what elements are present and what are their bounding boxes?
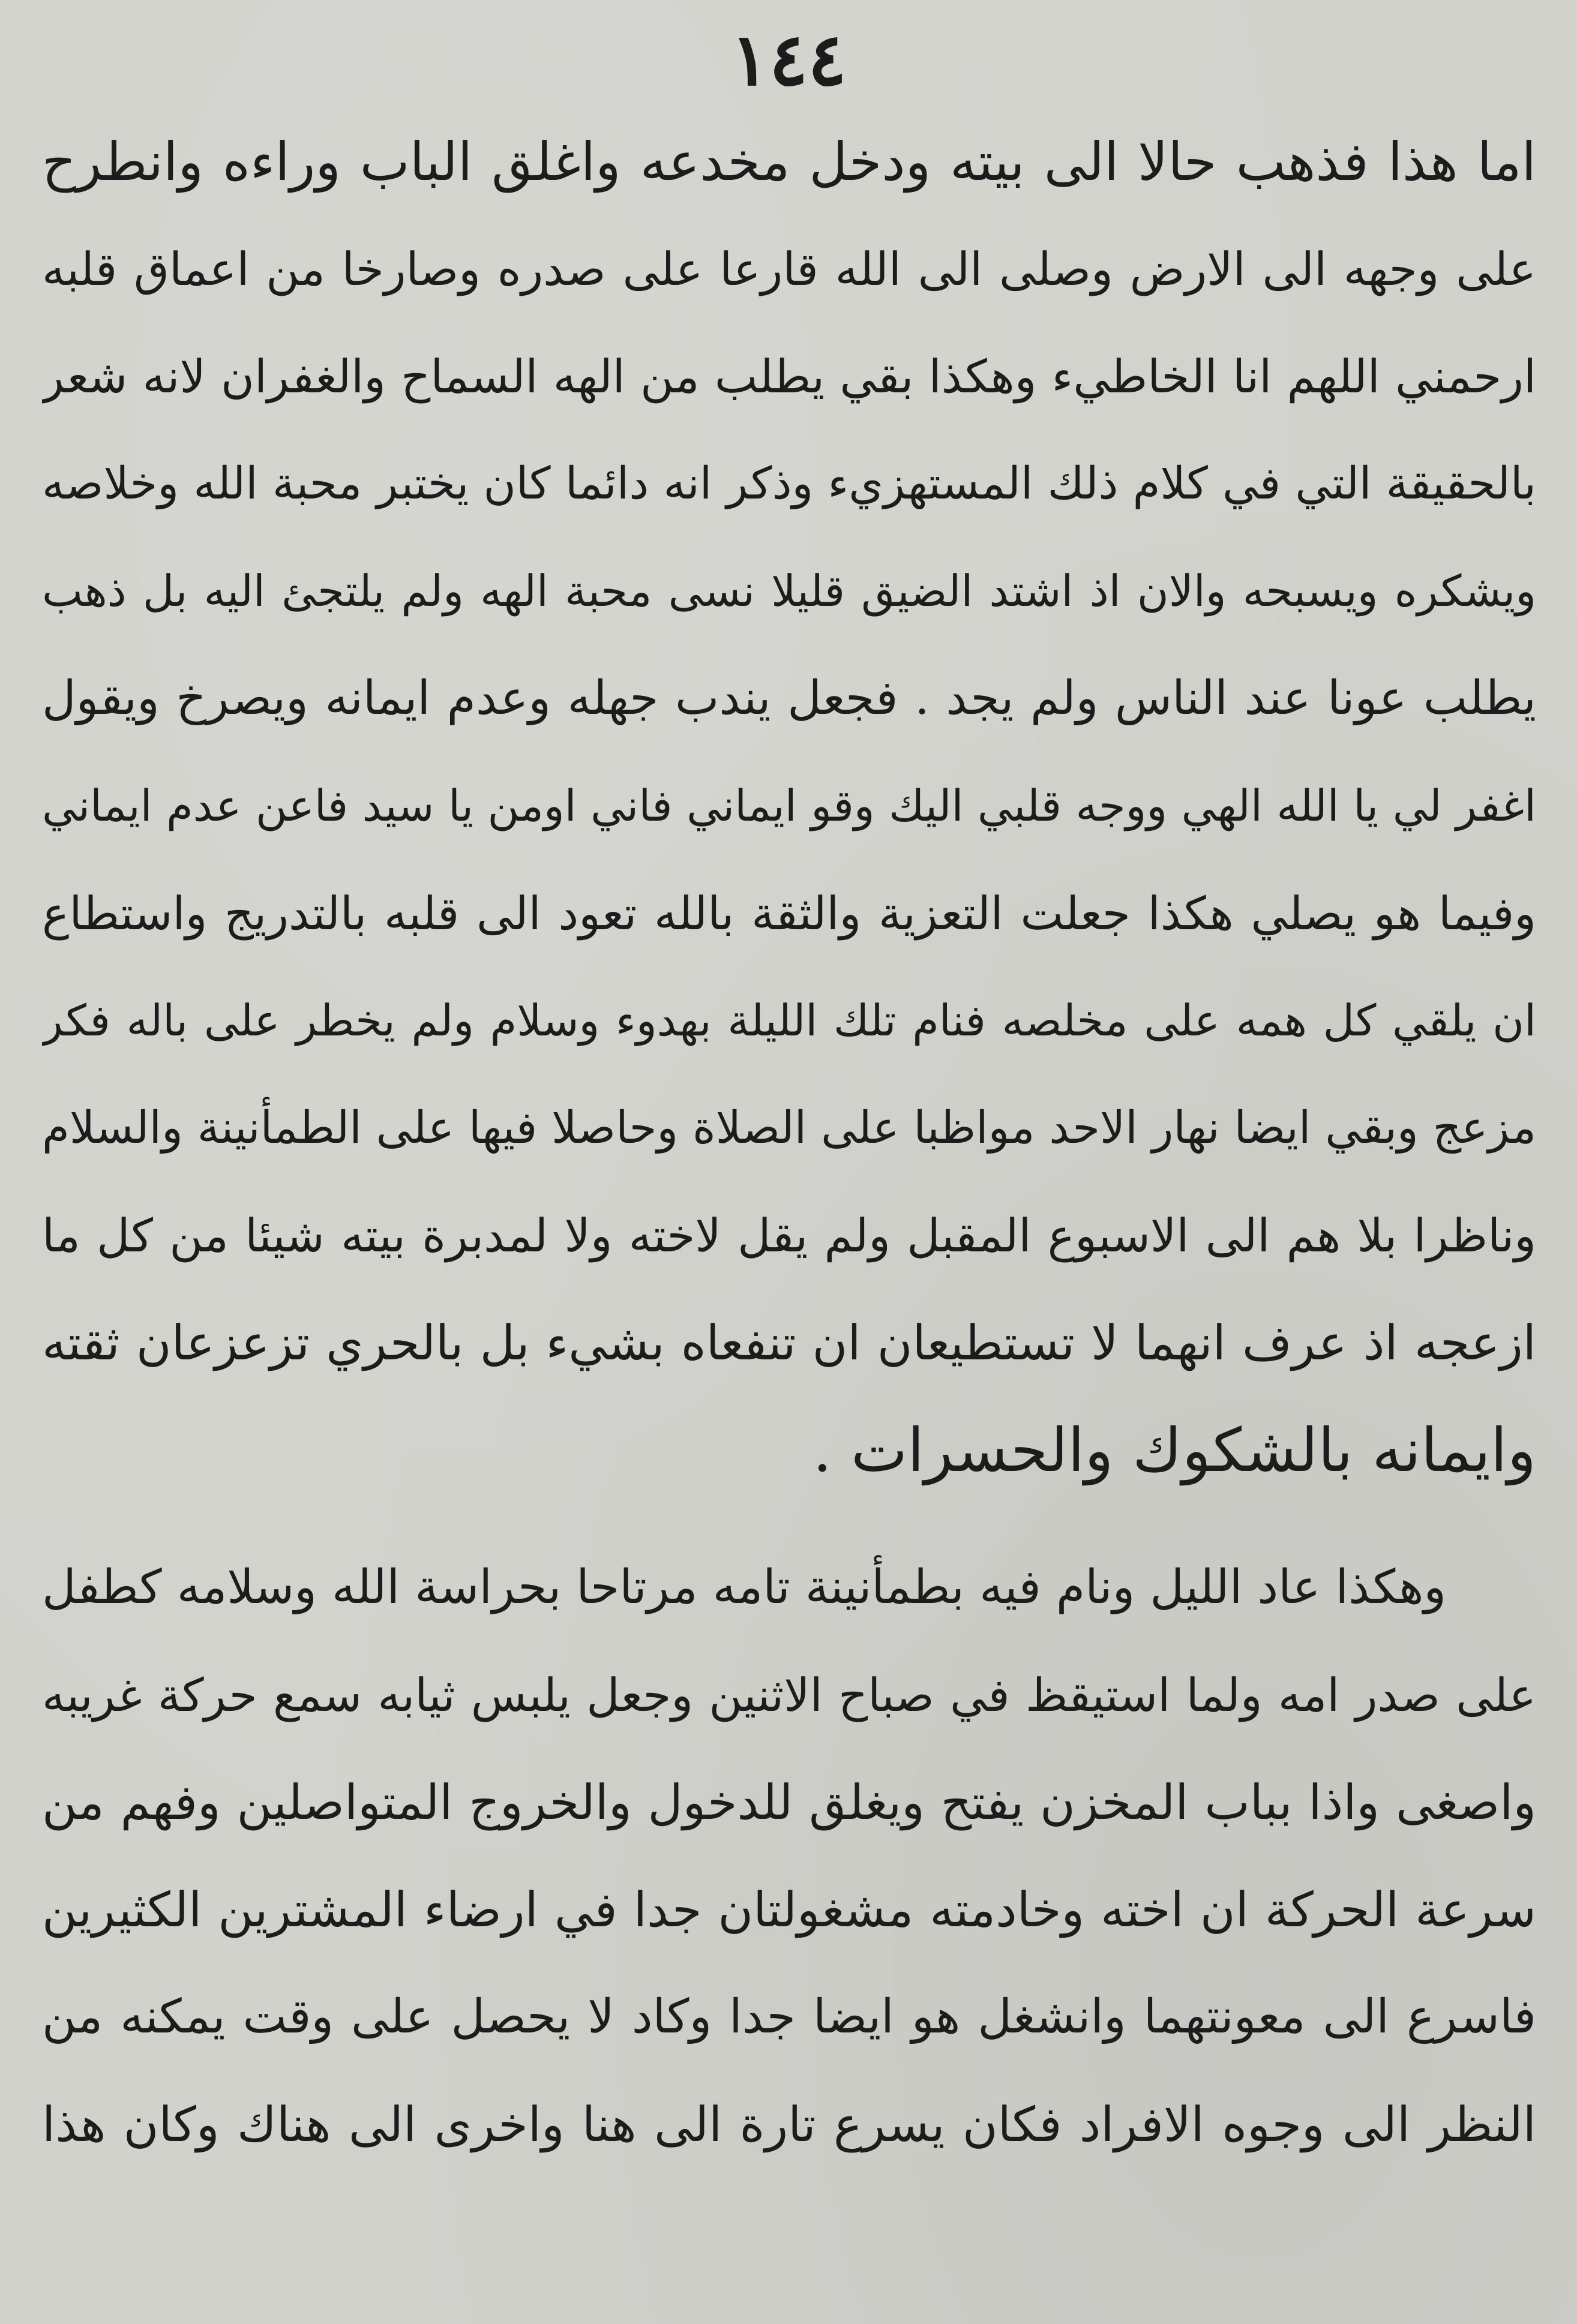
text-line: سرعة الحركة ان اخته وخادمته مشغولتان جدا في ارضاء المشترين الكثيرين <box>42 1882 1536 1938</box>
text-line: على صدر امه ولما استيقظ في صباح الاثنين وجعل يلبس ثيابه سمع حركة غريبه <box>42 1668 1536 1722</box>
text-line: اغفر لي يا الله الهي ووجه قلبي اليك وقو ايماني فاني اومن يا سيد فاعن عدم ايماني <box>42 780 1536 831</box>
text-line: النظر الى وجوه الافراد فكان يسرع تارة الى هنا واخرى الى هناك وكان هذا <box>42 2097 1536 2152</box>
text-line: ويشكره ويسبحه والان اذ اشتد الضيق قليلا نسى محبة الهه ولم يلتجئ اليه بل ذهب <box>42 566 1536 616</box>
text-line: ازعجه اذ عرف انهما لا تستطيعان ان تنفعاه بشيء بل بالحري تزعزعان ثقته <box>42 1315 1536 1371</box>
text-line: اما هذا فذهب حالا الى بيته ودخل مخدعه واغلق الباب وراءه وانطرح <box>42 131 1536 193</box>
text-line: فاسرع الى معونتهما وانشغل هو ايضا جدا وكاد لا يحصل على وقت يمكنه من <box>42 1990 1536 2044</box>
text-line: ان يلقي كل همه على مخلصه فنام تلك الليلة بهدوء وسلام ولم يخطر على باله فكر <box>42 995 1536 1046</box>
text-line: يطلب عونا عند الناس ولم يجد . فجعل يندب جهله وعدم ايمانه ويصرخ ويقول <box>42 671 1536 725</box>
page-number: ١٤٤ <box>730 17 847 102</box>
text-line: وايمانه بالشكوك والحسرات . <box>813 1415 1536 1485</box>
text-line: بالحقيقة التي في كلام ذلك المستهزيء وذكر انه دائما كان يختبر محبة الله وخلاصه <box>42 458 1536 509</box>
text-line: مزعج وبقي ايضا نهار الاحد مواظبا على الصلاة وحاصلا فيها على الطمأنينة والسلام <box>42 1102 1536 1154</box>
text-line: وهكذا عاد الليل ونام فيه بطمأنينة تامه مرتاحا بحراسة الله وسلامه كطفل <box>42 1560 1446 1614</box>
text-line: وفيما هو يصلي هكذا جعلت التعزية والثقة بالله تعود الى قلبه بالتدريج واستطاع <box>42 887 1536 940</box>
text-line: واصغى واذا بباب المخزن يفتح ويغلق للدخول والخروج المتواصلين وفهم من <box>42 1774 1536 1830</box>
paragraph-1 <box>42 108 1536 1504</box>
text-line: ارحمني اللهم انا الخاطيء وهكذا بقي يطلب من الهه السماح والغفران لانه شعر <box>42 350 1536 403</box>
paragraph-2 <box>42 1534 1536 2178</box>
body-text <box>42 108 1536 2178</box>
text-line: وناظرا بلا هم الى الاسبوع المقبل ولم يقل لاخته ولا لمدبرة بيته شيئا من كل ما <box>42 1209 1536 1262</box>
paragraph-gap <box>42 1504 1536 1534</box>
text-line: على وجهه الى الارض وصلى الى الله قارعا على صدره وصارخا من اعماق قلبه <box>42 242 1536 296</box>
